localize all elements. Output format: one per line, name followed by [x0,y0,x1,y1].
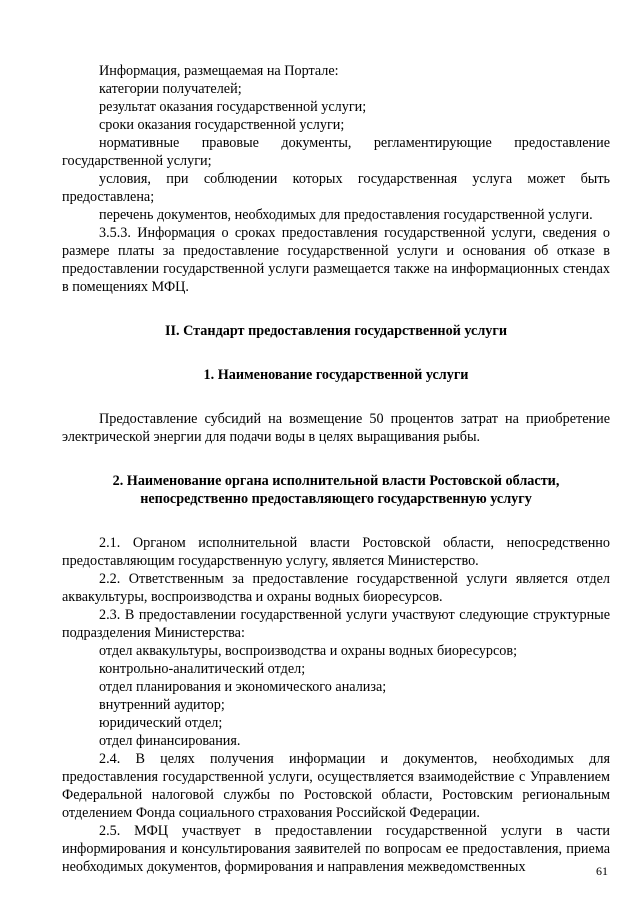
section-title: II. Стандарт предоставления государственной услуги [164,323,508,339]
list-item: сроки оказания государственной услуги; [99,117,345,133]
list-item: нормативные правовые документы, регламентирующие предоставление государственной услуги; [62,135,610,169]
paragraph-2-3: 2.3. В предоставлении государственной услуги участвуют следующие структурные подразделения Министерства: [62,607,610,641]
paragraph-2-2: 2.2. Ответственным за предоставление государственной услуги является отдел аквакультуры, воспроизводства и охраны водных биоресурсов. [62,571,610,605]
paragraph-2-4: 2.4. В целях получения информации и документов, необходимых для предоставления государственной услуги, осуществляется взаимодействие с Управлением Федеральной налоговой службы по Ростовской области, Ростовским региональным отделением Фонда социального страхования Российской Федерации. [62,751,610,821]
document-body [62,62,610,876]
subsection-2-title-line2: непосредственно предоставляющего государственную услугу [140,491,532,507]
list-item: внутренний аудитор; [99,697,225,713]
list-item: отдел аквакультуры, воспроизводства и охраны водных биоресурсов; [99,643,518,659]
list-item: контрольно-аналитический отдел; [99,661,306,677]
subsection-1-title: 1. Наименование государственной услуги [203,367,469,383]
subsection-1-text: Предоставление субсидий на возмещение 50 процентов затрат на приобретение электрической энергии для подачи воды в целях выращивания рыбы. [62,411,610,445]
list-item: юридический отдел; [99,715,223,731]
page-number: 61 [596,864,608,878]
list-item: перечень документов, необходимых для предоставления государственной услуги. [99,207,593,223]
list-item: отдел финансирования. [99,733,241,749]
paragraph-3-5-3: 3.5.3. Информация о сроках предоставления государственной услуги, сведения о размере платы за предоставление государственной услуги и основания об отказе в предоставлении государственной услуги размещается также на информационных стендах в помещениях МФЦ. [62,225,610,295]
list-item: отдел планирования и экономического анализа; [99,679,387,695]
list-item: категории получателей; [99,81,242,97]
paragraph-2-5: 2.5. МФЦ участвует в предоставлении государственной услуги в части информирования и консультирования заявителей по вопросам ее предоставления, приема необходимых документов, формирования и направления межведомственных [62,823,610,875]
portal-info-heading: Информация, размещаемая на Портале: [99,63,339,79]
list-item: результат оказания государственной услуги; [99,99,367,115]
list-item: условия, при соблюдении которых государственная услуга может быть предоставлена; [62,171,610,205]
paragraph-2-1: 2.1. Органом исполнительной власти Ростовской области, непосредственно предоставляющим государственную услугу, является Министерство. [62,535,610,569]
subsection-2-title-line1: 2. Наименование органа исполнительной власти Ростовской области, [112,473,560,489]
